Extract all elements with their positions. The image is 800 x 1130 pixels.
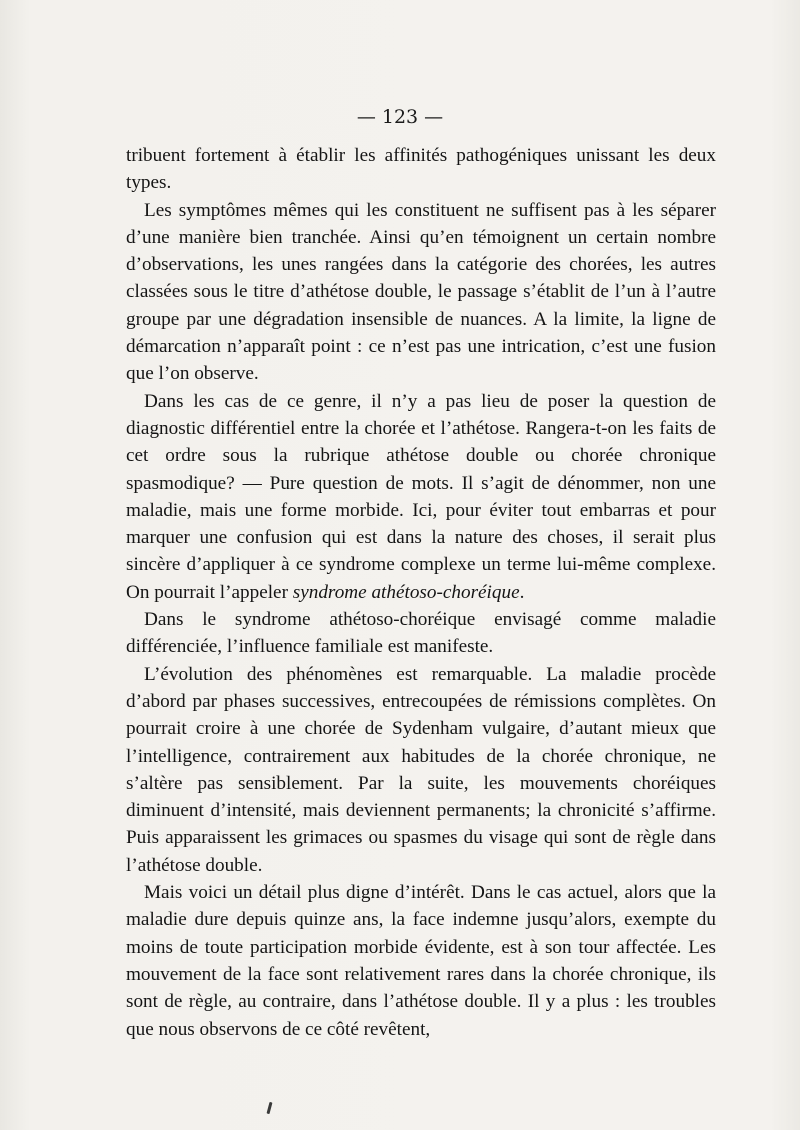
paragraph-diagnosis-end: .: [519, 581, 525, 603]
page-number: — 123 —: [356, 106, 444, 128]
paragraph-evolution: L’évolution des phénomènes est remarquable. La maladie procède d’abord par phases successives, entrecoupées de rémissions complètes. On pourrait croire à une chorée de Sydenham vulgaire, d’autant mieux que l’intelligence, contrairement aux habitudes de la chorée chronique, ne s’altère pas sensiblement. Par la suite, les mouvements choréiques diminuent d’intensité, mais deviennent permanents; la chronicité s’affirme. Puis apparaissent les grimaces ou spasmes du visage qui sont de règle dans l’athétose double.: [126, 663, 716, 876]
paragraph-continuation: tribuent fortement à établir les affinités pathogéniques unissant les deux types.: [126, 145, 716, 194]
ink-mark: [266, 1102, 272, 1114]
paragraph-diagnosis-text: Dans les cas de ce genre, il n’y a pas lieu de poser la question de diagnostic différentiel entre la chorée et l’athétose. Rangera-t-on les faits de cet ordre sous la rubrique athétose double ou chorée chronique spasmodique? — Pure question de mots. Il s’agit de dénommer, non une maladie, mais une forme morbide. Ici, pour éviter tout embarras et pour marquer une confusion qui est dans la nature des choses, il serait plus sincère d’appliquer à ce syndrome complexe un terme lui-même complexe. On pourrait l’appeler: [126, 390, 716, 603]
paragraph-diagnosis: [126, 388, 716, 606]
italic-term: syndrome athétoso-choréique: [292, 581, 520, 603]
paragraph-familial: Dans le syndrome athétoso-choréique envisagé comme maladie différenciée, l’influence familiale est manifeste.: [126, 609, 716, 658]
paragraph-symptoms: Les symptômes mêmes qui les constituent ne suffisent pas à les séparer d’une manière bien tranchée. Ainsi qu’en témoignent un certain nombre d’observations, les unes rangées dans la catégorie des chorées, les autres classées sous le titre d’athétose double, le passage s’établit de l’un à l’autre groupe par une dégradation insensible de nuances. A la limite, la ligne de démarcation n’apparaît point : ce n’est pas une intrication, c’est une fusion que l’on observe.: [126, 199, 716, 385]
paragraph-detail: Mais voici un détail plus digne d’intérêt. Dans le cas actuel, alors que la maladie dure depuis quinze ans, la face indemne jusqu’alors, exempte du moins de toute participation morbide évidente, est à son tour affectée. Les mouvement de la face sont relativement rares dans la chorée chronique, ils sont de règle, au contraire, dans l’athétose double. Il y a plus : les troubles que nous observons de ce côté revêtent,: [126, 882, 716, 1040]
body-text: [126, 142, 716, 1043]
